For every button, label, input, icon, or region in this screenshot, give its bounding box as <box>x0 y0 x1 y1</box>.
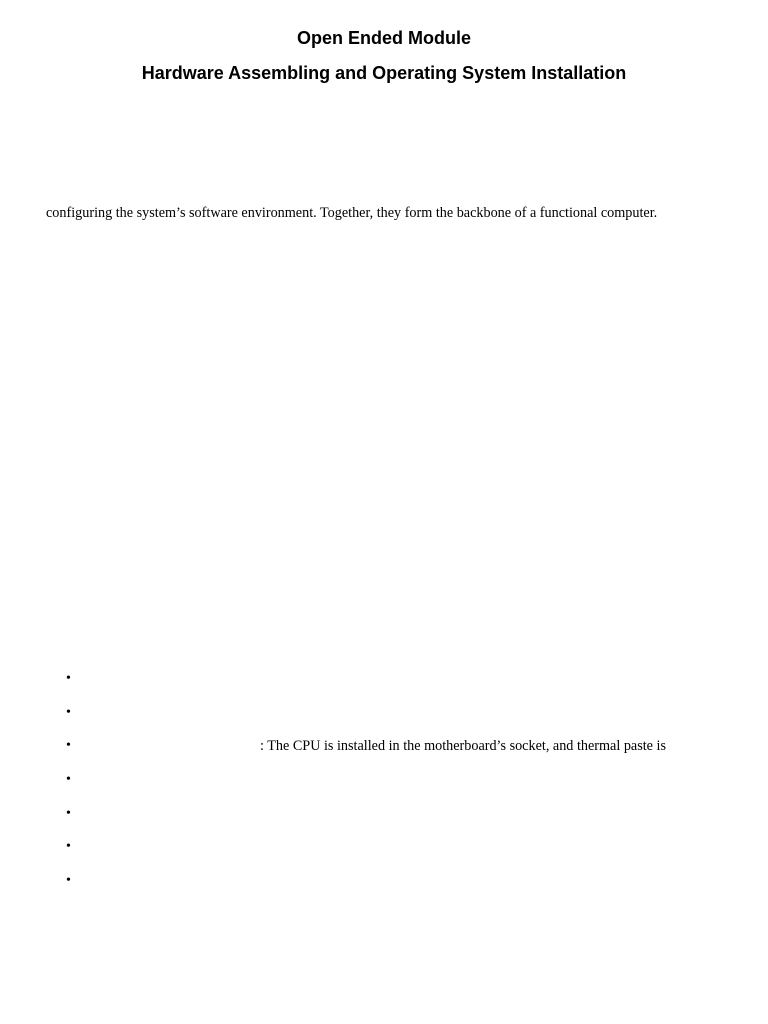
bullet-icon: • <box>66 873 71 889</box>
bullet-icon: • <box>66 805 71 821</box>
page-title: Open Ended Module <box>297 28 471 48</box>
list-item <box>0 872 768 906</box>
intro-paragraph-line: configuring the system’s software environment. Together, they form the backbone of a functional computer. <box>46 205 658 221</box>
page-subtitle: Hardware Assembling and Operating System Installation <box>141 63 627 83</box>
list-item <box>0 771 768 805</box>
bullet-icon: • <box>66 704 71 720</box>
list-item <box>0 704 768 738</box>
bullet-icon: • <box>66 738 71 754</box>
bullet-icon: • <box>66 772 71 788</box>
bullet-list <box>0 670 768 906</box>
bullet-icon: • <box>66 839 71 855</box>
list-item-text: : The CPU is installed in the motherboard’s socket, and thermal paste is <box>260 738 666 755</box>
list-item <box>0 737 768 771</box>
bullet-icon: • <box>66 671 71 686</box>
list-item <box>0 805 768 839</box>
list-item <box>0 838 768 872</box>
list-item <box>0 670 768 704</box>
